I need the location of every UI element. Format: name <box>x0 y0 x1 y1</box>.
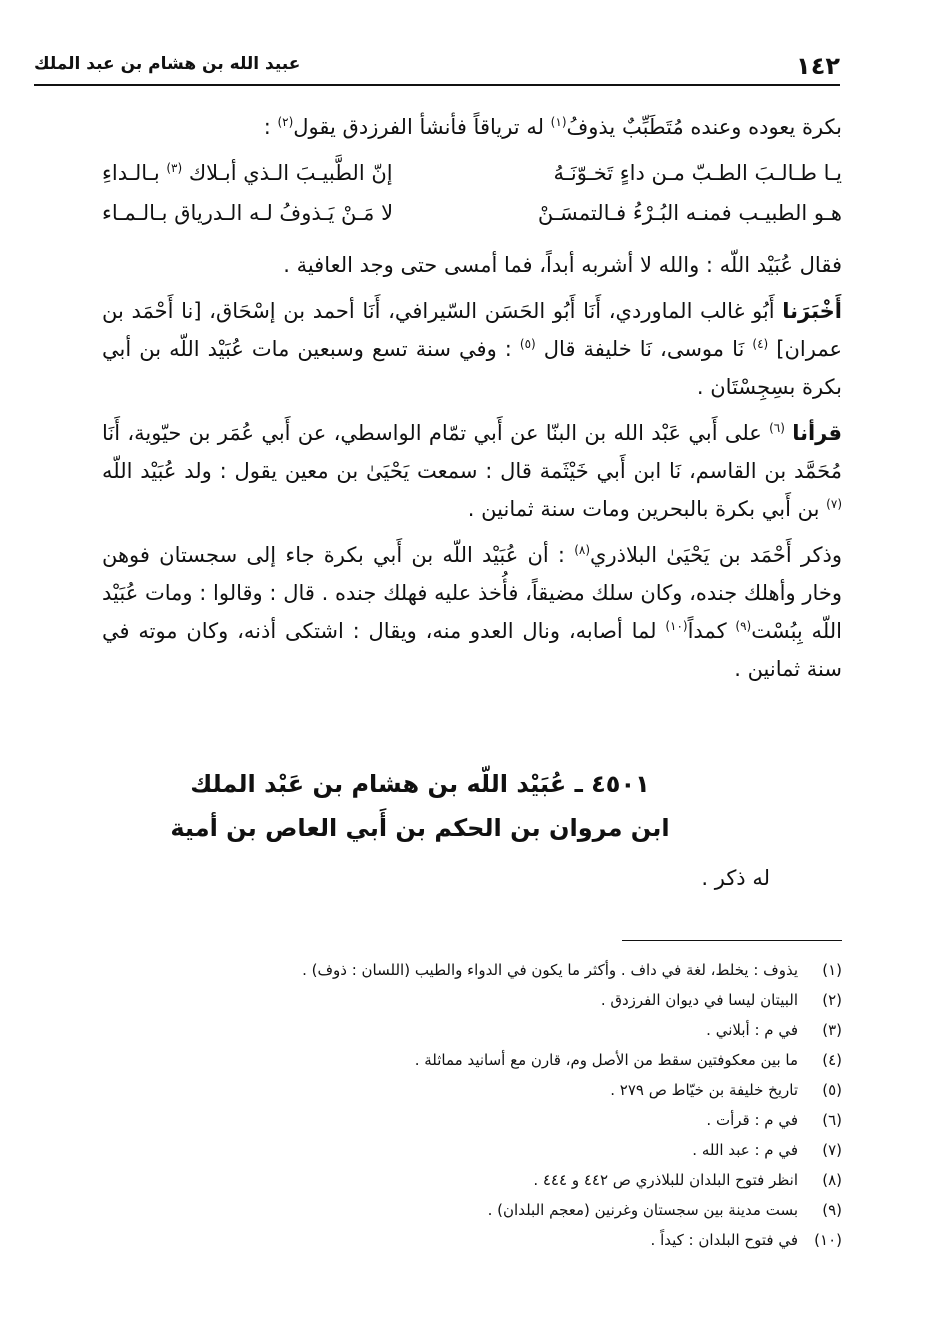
footnote-number: (١) <box>822 961 842 979</box>
intro-paragraph: بكرة يعوده وعنده مُتَطَبِّبٌ يذوفُ$^{(١)}$ له ترياقاً فأنشأ الفرزدق يقول$^{(٢)}$ : <box>263 115 842 139</box>
verse-line <box>102 154 842 194</box>
footnote-number: (٢) <box>822 991 842 1009</box>
poem <box>102 154 842 234</box>
entry-heading-line-2: ابن مروان بن الحكم بن أَبي العاص بن أمية <box>170 814 670 842</box>
footnote-number: (٥) <box>822 1081 842 1099</box>
verse-second-hemistich: إنّ الطَّبيـبَ الـذي أبـلاك $^{(٣)}$ بـالـداءِ <box>102 161 393 185</box>
footnote-ref-7: (٧) <box>826 497 842 511</box>
paragraph-lead-word: أَخْبَرَنا <box>782 299 842 323</box>
footnote-number: (٩) <box>822 1201 842 1219</box>
entry-note: له ذكر . <box>701 866 770 890</box>
running-title: عبيد الله بن هشام بن عبد الملك <box>34 54 301 74</box>
footnote-text: بست مدينة بين سجستان وغرنين (معجم البلدان) . <box>487 1201 798 1219</box>
footnote-ref-3: (٣) <box>166 161 183 175</box>
verse-first-hemistich: هـو الطبيـب فمنـه البُـرْءُ فـالتمسَـنْ <box>537 201 842 225</box>
footnote-number: (٧) <box>822 1141 842 1159</box>
footnote-item <box>102 955 842 985</box>
footnote-text: تاريخ خليفة بن خيّاط ص ٢٧٩ . <box>610 1081 798 1099</box>
footnotes-list <box>102 955 842 1255</box>
footnote-ref-4: (٤) <box>752 337 769 351</box>
footnote-ref-9: (٩) <box>735 619 752 633</box>
footnote-text: البيتان ليسا في ديوان الفرزدق . <box>600 991 798 1009</box>
footnote-ref-5: (٥) <box>519 337 536 351</box>
footnote-item <box>102 1105 842 1135</box>
footnote-text: في م : قرأت . <box>706 1111 798 1129</box>
footnote-number: (٤) <box>822 1051 842 1069</box>
entry-heading-line-1: ٤٥٠١ ـ عُبَيْد اللّه بن هشام بن عَبْد الملك <box>190 770 650 798</box>
footnote-text: يذوف : يخلط، لغة في داف . وأكثر ما يكون في الدواء والطيب (اللسان : ذوف) . <box>302 961 798 979</box>
footnote-ref-6: (٦) <box>769 421 785 435</box>
verse-first-hemistich: يـا طـالـبَ الطـبّ مـن داءٍ تَخـوّنَـهُ <box>553 161 842 185</box>
footnote-item <box>102 985 842 1015</box>
entry-heading <box>160 762 680 850</box>
verse-second-hemistich: لا مَـنْ يَـذوفُ لـه الـدرياق بـالـمـاء <box>102 201 394 225</box>
footnote-ref-1: (١) <box>550 115 567 129</box>
footnote-item <box>102 1225 842 1255</box>
narrative-paragraph: وذكر أَحْمَد بن يَحْيَىٰ البلاذري$^{(٨)}$ : أن عُبَيْد اللّه بن أَبي بكرة جاء إلى سجستان فوهن وخار وأهلك جنده، وكان سلك مضيقاً، فأُخذ عليه فهلك جنده . قال : وقالوا : ومات عُبَيْد اللّه بِبُسْت$^{(٩)}$ كمداً$^{(١٠)}$ لما أصابه، ونال العدو منه، ويقال : اشتكى أذنه، وكان موته في سنة ثمانين . <box>102 543 843 681</box>
footnote-text: ما بين معكوفتين سقط من الأصل وم، قارن مع أسانيد مماثلة . <box>414 1051 798 1069</box>
footnote-number: (٣) <box>822 1021 842 1039</box>
isnad-paragraph-1: أَخْبَرَنا أَبُو غالب الماوردي، أَنَا أَبُو الحَسَن السّيرافي، أَنَا أحمد بن إسْحَاق، [نا أَحْمَد بن عمران] $^{(٤)}$ نَا موسى، نَا خليفة قال $^{(٥)}$ : وفي سنة تسع وسبعين مات عُبَيْد اللّه بن أبي بكرة بسِجِسْتَان . <box>102 299 842 399</box>
footnote-item <box>102 1135 842 1165</box>
footnote-item <box>102 1045 842 1075</box>
footnote-item <box>102 1195 842 1225</box>
footnote-text: في م : عبد الله . <box>692 1141 798 1159</box>
page-header <box>34 48 840 86</box>
footnote-item <box>102 1015 842 1045</box>
main-text <box>102 108 842 696</box>
footnote-divider <box>622 940 842 941</box>
footnote-text: في فتوح البلدان : كيداً . <box>650 1231 798 1249</box>
footnote-item <box>102 1165 842 1195</box>
footnote-number: (٨) <box>822 1171 842 1189</box>
footnote-text: انظر فتوح البلدان للبلاذري ص ٤٤٢ و ٤٤٤ . <box>533 1171 798 1189</box>
isnad-paragraph-2: قرأنا $^{(٦)}$ على أَبي عَبْد الله بن البنّا عن أَبي تمّام الواسطي، عن أَبي عُمَر بن حيّوية، أَنَا مُحَمَّد بن القاسم، نَا ابن أَبي خَيْثَمة قال : سمعت يَحْيَىٰ بن معين يقول : ولد عُبَيْد اللّه $^{(٧)}$ بن أَبي بكرة بالبحرين ومات سنة ثمانين . <box>102 421 842 521</box>
footnote-ref-8: (٨) <box>574 543 591 557</box>
footnote-ref-10: (١٠) <box>665 619 688 633</box>
verse-line <box>102 194 842 234</box>
footnote-number: (١٠) <box>814 1231 842 1249</box>
footnote-item <box>102 1075 842 1105</box>
footnote-text: في م : أبلاني . <box>706 1021 798 1039</box>
after-verse-paragraph: فقال عُبَيْد اللّه : والله لا أشربه أبداً، فما أمسى حتى وجد العافية . <box>283 253 842 277</box>
paragraph-lead-word: قرأنا <box>792 421 842 445</box>
footnote-ref-2: (٢) <box>277 115 294 129</box>
page-number: ١٤٢ <box>796 52 840 80</box>
footnote-number: (٦) <box>822 1111 842 1129</box>
